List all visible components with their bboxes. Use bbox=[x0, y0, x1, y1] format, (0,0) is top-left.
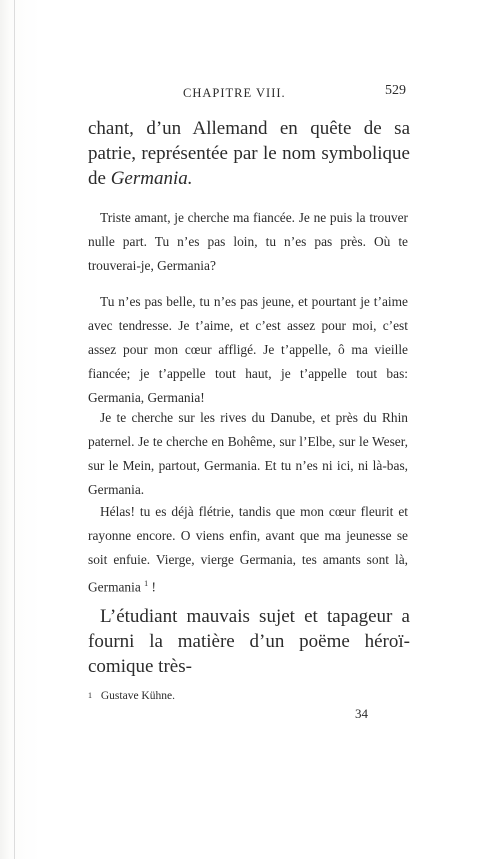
intro-emphasis: Germania. bbox=[110, 168, 193, 189]
poem-stanza-4-text: Hélas! tu es déjà flétrie, tandis que mon cœur fleurit et rayonne encore. O viens enfin, avant que ma jeunesse se soit enfuie. Vierge, vierge Germania, tes amants sont là, Germania bbox=[88, 504, 408, 595]
poem-stanza-1: Triste amant, je cherche ma fiancée. Je ne puis la trouver nulle part. Tu n’es pas loin, tu n’es pas près. Où te trouverai-je, Germania? bbox=[88, 210, 408, 273]
page-header bbox=[0, 82, 504, 102]
footnote-text: Gustave Kühne. bbox=[100, 690, 175, 702]
closing-paragraph: L’étudiant mauvais sujet et tapageur a fourni la matière d’un poëme héroï-comique très- bbox=[88, 606, 410, 677]
running-head: CHAPITRE VIII. bbox=[183, 86, 286, 100]
poem-stanza-4 bbox=[88, 500, 408, 599]
footnote-reference: 1 bbox=[144, 579, 149, 588]
intro-text: chant, d’un Allemand en quête de sa patrie, représentée par le nom symbolique de bbox=[88, 118, 410, 189]
page-gutter-edge bbox=[14, 0, 15, 859]
poem-stanza-4-end: ! bbox=[151, 579, 156, 595]
signature-mark: 34 bbox=[355, 706, 368, 721]
poem-stanza-3: Je te cherche sur les rives du Danube, et près du Rhin paternel. Je te cherche en Bohême, sur l’Elbe, sur le Weser, sur le Mein, partout, Germania. Et tu n’es ni ici, ni là-bas, Germania. bbox=[88, 410, 408, 497]
intro-paragraph bbox=[88, 116, 410, 191]
footnote bbox=[88, 690, 175, 702]
footnote-marker: 1 bbox=[88, 691, 92, 700]
poem-stanza-2: Tu n’es pas belle, tu n’es pas jeune, et pourtant je t’aime avec tendresse. Je t’aime, et c’est assez pour moi, c’est assez pour mon cœur affligé. Je t’appelle, ô ma vieille fiancée; je t’appelle tout haut, je t’appelle tout bas: Germania, Germania! bbox=[88, 294, 408, 405]
page-number: 529 bbox=[385, 83, 406, 98]
